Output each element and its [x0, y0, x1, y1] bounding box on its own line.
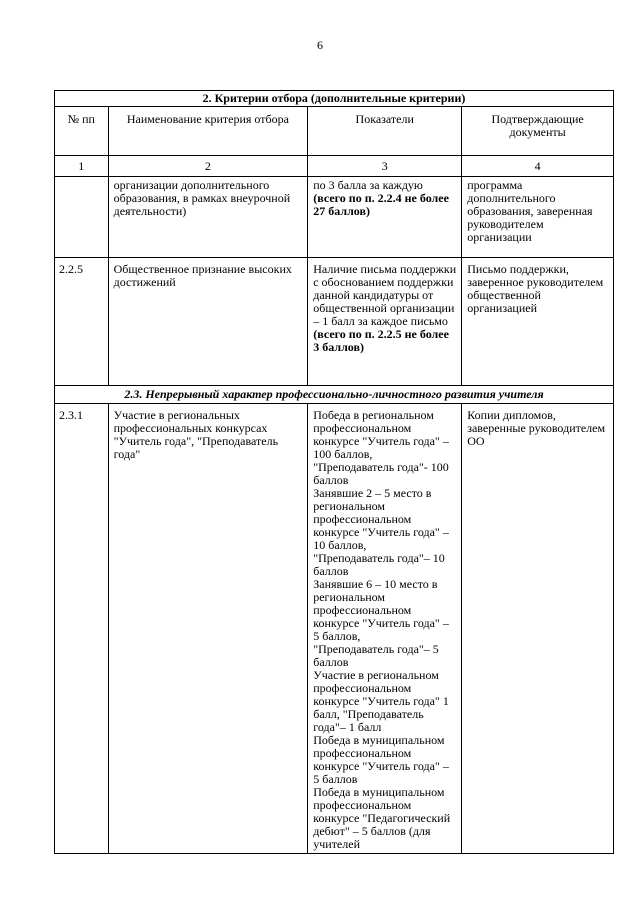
table-row: [55, 404, 614, 854]
indicators-limit: (всего по п. 2.2.4 не более 27 баллов): [313, 191, 449, 218]
indicator-line: Занявшие 6 – 10 место в региональном профессиональном конкурсе "Учитель года" – 5 баллов,: [313, 577, 449, 643]
header-row: [55, 107, 614, 156]
indicators-cell: [308, 258, 462, 386]
indicators-limit: (всего по п. 2.2.5 не более 3 баллов): [313, 327, 449, 354]
documents-cell: Копии дипломов, заверенные руководителем ОО: [462, 404, 614, 854]
indicator-line: Участие в региональном профессиональном конкурсе "Учитель года" 1 балл, "Преподаватель года"– 1 балл: [313, 668, 449, 734]
criterion-name: организации дополнительного образования, в рамках внеурочной деятельности): [108, 177, 308, 258]
indicator-line: "Преподаватель года"– 5 баллов: [313, 642, 439, 669]
table-row: [55, 258, 614, 386]
documents-cell: Письмо поддержки, заверенное руководителем общественной организацией: [462, 258, 614, 386]
row-number: 2.3.1: [55, 404, 109, 854]
criterion-name: Общественное признание высоких достижений: [108, 258, 308, 386]
page-number: 6: [317, 38, 323, 52]
column-number: 3: [308, 156, 462, 177]
header-number: № пп: [55, 107, 109, 156]
indicator-line: Занявшие 2 – 5 место в региональном профессиональном конкурсе "Учитель года" – 10 баллов,: [313, 486, 449, 552]
column-number-row: [55, 156, 614, 177]
documents-cell: программа дополнительного образования, заверенная руководителем организации: [462, 177, 614, 258]
section-title-row: [55, 91, 614, 107]
indicators-text: Наличие письма поддержки с обоснованием поддержки данной кандидатуры от общественной организации – 1 балл за каждое письмо: [313, 262, 457, 328]
indicators-text: по 3 балла за каждую: [313, 178, 423, 192]
header-documents: Подтверждающие документы: [462, 107, 614, 156]
row-number: [55, 177, 109, 258]
indicator-line: Победа в муниципальном профессиональном конкурсе "Учитель года" – 5 баллов: [313, 733, 449, 786]
criterion-name: Участие в региональных профессиональных конкурсах "Учитель года", "Преподаватель года": [108, 404, 308, 854]
row-number: 2.2.5: [55, 258, 109, 386]
subsection-title: 2.3. Непрерывный характер профессионально-личностного развития учителя: [55, 386, 614, 404]
indicator-line: Победа в региональном профессиональном конкурсе "Учитель года" – 100 баллов,: [313, 408, 449, 461]
criteria-table: [54, 90, 614, 854]
subsection-title-row: [55, 386, 614, 404]
header-criterion-name: Наименование критерия отбора: [108, 107, 308, 156]
column-number: 2: [108, 156, 308, 177]
indicators-cell: [308, 404, 462, 854]
indicator-line: "Преподаватель года"– 10 баллов: [313, 551, 445, 578]
indicators-cell: [308, 177, 462, 258]
column-number: 4: [462, 156, 614, 177]
indicator-line: Победа в муниципальном профессиональном конкурсе "Педагогический дебют" – 5 баллов (для учителей: [313, 785, 451, 851]
section-title: 2. Критерии отбора (дополнительные критерии): [55, 91, 614, 107]
column-number: 1: [55, 156, 109, 177]
table-row: [55, 177, 614, 258]
indicator-line: "Преподаватель года"- 100 баллов: [313, 460, 449, 487]
header-indicators: Показатели: [308, 107, 462, 156]
